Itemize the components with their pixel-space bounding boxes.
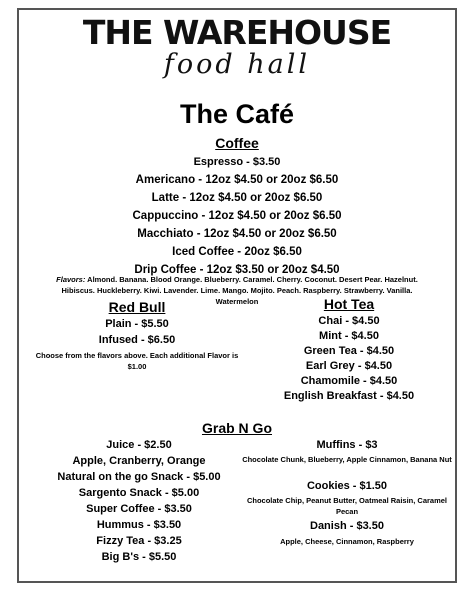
coffee-item: Espresso - $3.50 [193,156,281,168]
grab-item: Sargento Snack - $5.00 [78,487,200,499]
grab-item: Hummus - $3.50 [96,519,182,531]
grab-item: Big B's - $5.50 [101,551,177,563]
grab-item: Natural on the go Snack - $5.00 [57,471,221,483]
grab-item: Juice - $2.50 [106,439,172,451]
coffee-item: Iced Coffee - 20oz $6.50 [172,246,302,258]
cookies-item: Cookies - $1.50 [306,480,388,492]
page-title: The Café [179,99,295,129]
red-bull-heading: Red Bull [108,299,166,315]
muffins-desc: Chocolate Chunk, Blueberry, Apple Cinnamon, Banana Nut [242,455,452,464]
hot-tea-item: Chamomile - $4.50 [300,375,398,387]
logo-wordmark: THE WAREHOUSE [82,13,392,52]
hot-tea-item: English Breakfast - $4.50 [283,390,415,402]
coffee-item: Latte - 12oz $4.50 or 20oz $6.50 [151,192,323,204]
logo-tagline: food hall [163,49,311,80]
red-bull-note: Choose from the flavors above. Each additional Flavor is $1.00 [35,351,239,371]
muffins-item: Muffins - $3 [316,439,378,451]
coffee-item: Cappuccino - 12oz $4.50 or 20oz $6.50 [132,210,342,222]
coffee-heading: Coffee [215,135,259,151]
coffee-item: Americano - 12oz $4.50 or 20oz $6.50 [135,174,339,186]
red-bull-item: Infused - $6.50 [98,334,176,346]
hot-tea-item: Mint - $4.50 [319,330,379,342]
menu-page [17,8,457,583]
grab-n-go-heading: Grab N Go [201,420,272,436]
cookies-desc: Chocolate Chip, Peanut Butter, Oatmeal Raisin, Caramel Pecan [246,496,448,516]
danish-desc: Apple, Cheese, Cinnamon, Raspberry [280,537,414,546]
hot-tea-item: Chai - $4.50 [318,315,380,327]
coffee-item: Drip Coffee - 12oz $3.50 or 20oz $4.50 [134,264,340,276]
hot-tea-heading: Hot Tea [323,296,375,312]
grab-item: Apple, Cranberry, Orange [72,455,206,467]
grab-item: Fizzy Tea - $3.25 [96,535,182,547]
coffee-item: Macchiato - 12oz $4.50 or 20oz $6.50 [137,228,337,240]
grab-item: Super Coffee - $3.50 [86,503,192,515]
danish-item: Danish - $3.50 [310,520,384,532]
flavors-label: Flavors: [56,275,86,284]
flavors-list: Almond. Banana. Blood Orange. Blueberry. Caramel. Cherry. Coconut. Desert Pear. Hazelnut. Hibiscus. Huckleberry. Kiwi. Lavender. Lime. Mango. Mojito. Peach. Raspberry. Strawberry. Vanilla. Watermelon [61,275,418,306]
red-bull-item: Plain - $5.50 [105,318,169,330]
hot-tea-item: Earl Grey - $4.50 [305,360,393,372]
hot-tea-item: Green Tea - $4.50 [303,345,395,357]
